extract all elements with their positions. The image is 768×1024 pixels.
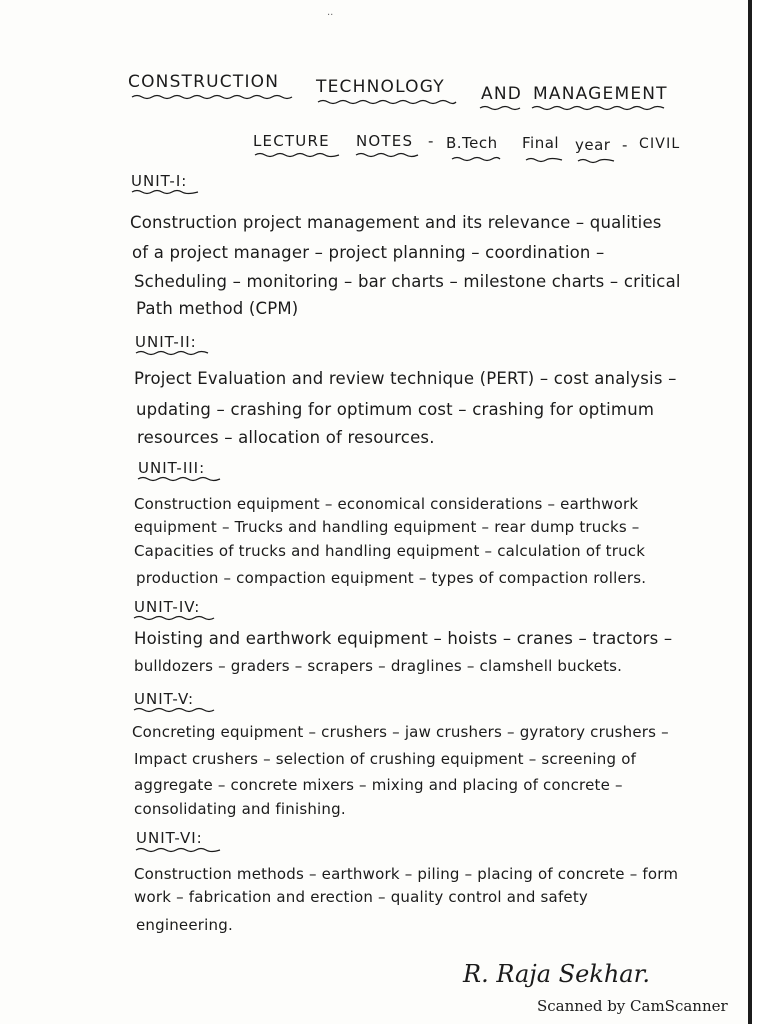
unit-3-heading: UNIT-III: [138,459,206,477]
unit-2-heading: UNIT-II: [135,333,197,351]
unit-1-underline [132,189,198,195]
unit-6-line-3: engineering. [136,916,233,934]
subtitle-word-final: Final [522,134,560,152]
unit-5-line-3: aggregate – concrete mixers – mixing and placing of concrete – [134,776,623,794]
unit-3-line-3: Capacities of trucks and handling equipment – calculation of truck [134,542,646,560]
unit-1-line-2: of a project manager – project planning – coordination – [132,243,605,262]
subtitle-dash-2: - [622,136,629,154]
subtitle-underline-btech [452,156,500,162]
unit-2-line-3: resources – allocation of resources. [137,428,435,447]
unit-3-line-4: production – compaction equipment – types of compaction rollers. [136,569,647,587]
unit-6-line-2: work – fabrication and erection – quality control and safety [134,888,589,906]
unit-5-line-2: Impact crushers – selection of crushing equipment – screening of [134,750,637,768]
camscanner-watermark: Scanned by CamScanner [537,997,728,1015]
unit-4-line-2: bulldozers – graders – scrapers – draglines – clamshell buckets. [134,657,623,675]
subtitle-underline-lecture [255,152,339,158]
page-right-margin [752,0,768,1024]
unit-5-line-4: consolidating and finishing. [134,800,346,818]
unit-5-line-1: Concreting equipment – crushers – jaw crushers – gyratory crushers – [132,723,669,741]
subtitle-word-btech: B.Tech [446,134,498,152]
subtitle-dash-1: - [428,132,435,150]
author-signature: R. Raja Sekhar. [463,960,651,988]
unit-1-line-1: Construction project management and its relevance – qualities [130,213,662,232]
subtitle-word-lecture: LECTURE [253,132,330,150]
unit-3-line-2: equipment – Trucks and handling equipment – rear dump trucks – [134,518,640,536]
title-underline-management [532,105,664,111]
title-word-technology: TECHNOLOGY [316,77,445,97]
unit-2-line-2: updating – crashing for optimum cost – crashing for optimum [136,400,655,419]
unit-3-underline [138,476,220,482]
subtitle-word-notes: NOTES [356,132,414,150]
unit-4-heading: UNIT-IV: [134,598,201,616]
subtitle-underline-final [526,157,562,163]
unit-2-line-1: Project Evaluation and review technique (PERT) – cost analysis – [134,369,677,388]
unit-6-underline [136,847,220,853]
title-word-and: AND [481,84,523,104]
title-underline-construction [132,94,292,100]
scan-artifact-mark: ·· [327,10,334,21]
unit-6-line-1: Construction methods – earthwork – piling – placing of concrete – form [134,865,679,883]
unit-6-heading: UNIT-VI: [136,829,203,847]
unit-3-line-1: Construction equipment – economical considerations – earthwork [134,495,639,513]
title-word-management: MANAGEMENT [533,84,668,104]
subtitle-word-civil: CIVIL [639,136,681,152]
unit-4-line-1: Hoisting and earthwork equipment – hoists – cranes – tractors – [134,629,673,648]
subtitle-underline-notes [356,152,418,158]
title-underline-technology [318,99,456,105]
unit-1-line-3: Scheduling – monitoring – bar charts – milestone charts – critical [134,272,681,291]
unit-4-underline [134,615,214,621]
subtitle-word-year: year [575,136,611,154]
unit-5-heading: UNIT-V: [134,690,195,708]
unit-1-heading: UNIT-I: [131,172,188,190]
unit-5-underline [134,707,214,713]
title-underline-and [480,105,520,111]
subtitle-underline-year [578,158,614,164]
unit-1-line-4: Path method (CPM) [136,299,299,318]
page-edge-line [748,0,752,1024]
unit-2-underline [136,350,208,356]
title-word-construction: CONSTRUCTION [128,72,280,92]
